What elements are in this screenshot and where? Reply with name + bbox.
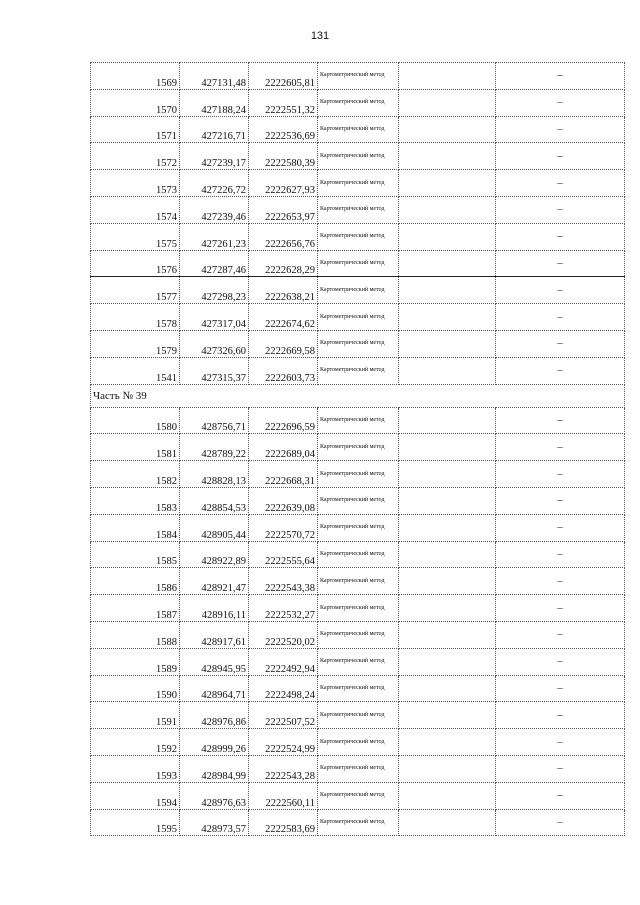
x-coordinate: 427315,37: [180, 357, 249, 384]
dash-cell: –: [496, 595, 625, 622]
empty-cell: [399, 621, 496, 648]
x-coordinate: 427317,04: [180, 304, 249, 331]
point-number: 1578: [91, 304, 180, 331]
empty-cell: [399, 568, 496, 595]
method-cell: Картометрический метод: [318, 330, 399, 357]
table-row: [91, 809, 625, 836]
table-row: [91, 116, 625, 143]
point-number: 1583: [91, 487, 180, 514]
y-coordinate: 2222696,59: [249, 407, 318, 434]
method-cell: Картометрический метод: [318, 357, 399, 384]
method-cell: Картометрический метод: [318, 541, 399, 568]
part-header-row: [91, 384, 625, 407]
point-number: 1581: [91, 434, 180, 461]
x-coordinate: 428905,44: [180, 514, 249, 541]
empty-cell: [399, 755, 496, 782]
point-number: 1571: [91, 116, 180, 143]
y-coordinate: 2222639,08: [249, 487, 318, 514]
x-coordinate: 427287,46: [180, 250, 249, 277]
y-coordinate: 2222583,69: [249, 809, 318, 836]
method-cell: Картометрический метод: [318, 782, 399, 809]
x-coordinate: 427188,24: [180, 89, 249, 116]
empty-cell: [399, 782, 496, 809]
dash-cell: –: [496, 675, 625, 702]
table-row: [91, 541, 625, 568]
y-coordinate: 2222628,29: [249, 250, 318, 277]
y-coordinate: 2222627,93: [249, 170, 318, 197]
dash-cell: –: [496, 143, 625, 170]
y-coordinate: 2222570,72: [249, 514, 318, 541]
table-row: [91, 89, 625, 116]
y-coordinate: 2222498,24: [249, 675, 318, 702]
empty-cell: [399, 63, 496, 90]
method-cell: Картометрический метод: [318, 755, 399, 782]
x-coordinate: 427216,71: [180, 116, 249, 143]
y-coordinate: 2222689,04: [249, 434, 318, 461]
point-number: 1589: [91, 648, 180, 675]
method-cell: Картометрический метод: [318, 621, 399, 648]
dash-cell: –: [496, 407, 625, 434]
y-coordinate: 2222653,97: [249, 196, 318, 223]
empty-cell: [399, 595, 496, 622]
x-coordinate: 428854,53: [180, 487, 249, 514]
y-coordinate: 2222492,94: [249, 648, 318, 675]
empty-cell: [399, 648, 496, 675]
empty-cell: [399, 541, 496, 568]
method-cell: Картометрический метод: [318, 223, 399, 250]
y-coordinate: 2222543,28: [249, 755, 318, 782]
method-cell: Картометрический метод: [318, 487, 399, 514]
x-coordinate: 428945,95: [180, 648, 249, 675]
dash-cell: –: [496, 782, 625, 809]
dash-cell: –: [496, 357, 625, 384]
dash-cell: –: [496, 648, 625, 675]
x-coordinate: 428756,71: [180, 407, 249, 434]
x-coordinate: 428916,11: [180, 595, 249, 622]
coordinates-table-body: [91, 63, 625, 836]
table-row: [91, 223, 625, 250]
y-coordinate: 2222580,39: [249, 143, 318, 170]
dash-cell: –: [496, 702, 625, 729]
x-coordinate: 427326,60: [180, 330, 249, 357]
table-row: [91, 63, 625, 90]
table-row: [91, 357, 625, 384]
point-number: 1595: [91, 809, 180, 836]
dash-cell: –: [496, 729, 625, 756]
point-number: 1575: [91, 223, 180, 250]
y-coordinate: 2222551,32: [249, 89, 318, 116]
dash-cell: –: [496, 755, 625, 782]
y-coordinate: 2222543,38: [249, 568, 318, 595]
x-coordinate: 427239,17: [180, 143, 249, 170]
point-number: 1587: [91, 595, 180, 622]
dash-cell: –: [496, 487, 625, 514]
table-row: [91, 621, 625, 648]
method-cell: Картометрический метод: [318, 143, 399, 170]
point-number: 1574: [91, 196, 180, 223]
point-number: 1584: [91, 514, 180, 541]
table-row: [91, 487, 625, 514]
empty-cell: [399, 250, 496, 277]
coordinates-table: [90, 62, 625, 836]
point-number: 1541: [91, 357, 180, 384]
dash-cell: –: [496, 277, 625, 304]
table-row: [91, 595, 625, 622]
point-number: 1579: [91, 330, 180, 357]
y-coordinate: 2222669,58: [249, 330, 318, 357]
y-coordinate: 2222638,21: [249, 277, 318, 304]
empty-cell: [399, 729, 496, 756]
y-coordinate: 2222520,02: [249, 621, 318, 648]
point-number: 1582: [91, 461, 180, 488]
point-number: 1585: [91, 541, 180, 568]
point-number: 1592: [91, 729, 180, 756]
part-label: Часть № 39: [91, 384, 625, 407]
table-row: [91, 729, 625, 756]
y-coordinate: 2222532,27: [249, 595, 318, 622]
method-cell: Картометрический метод: [318, 434, 399, 461]
method-cell: Картометрический метод: [318, 116, 399, 143]
x-coordinate: 428973,57: [180, 809, 249, 836]
x-coordinate: 428921,47: [180, 568, 249, 595]
empty-cell: [399, 407, 496, 434]
table-row: [91, 675, 625, 702]
empty-cell: [399, 809, 496, 836]
x-coordinate: 428984,99: [180, 755, 249, 782]
method-cell: Картометрический метод: [318, 595, 399, 622]
method-cell: Картометрический метод: [318, 407, 399, 434]
method-cell: Картометрический метод: [318, 170, 399, 197]
table-row: [91, 170, 625, 197]
x-coordinate: 428964,71: [180, 675, 249, 702]
empty-cell: [399, 223, 496, 250]
page-number: 131: [310, 30, 330, 42]
method-cell: Картометрический метод: [318, 196, 399, 223]
dash-cell: –: [496, 196, 625, 223]
method-cell: Картометрический метод: [318, 729, 399, 756]
point-number: 1590: [91, 675, 180, 702]
method-cell: Картометрический метод: [318, 63, 399, 90]
point-number: 1588: [91, 621, 180, 648]
dash-cell: –: [496, 434, 625, 461]
point-number: 1576: [91, 250, 180, 277]
x-coordinate: 428789,22: [180, 434, 249, 461]
point-number: 1569: [91, 63, 180, 90]
method-cell: Картометрический метод: [318, 809, 399, 836]
y-coordinate: 2222524,99: [249, 729, 318, 756]
method-cell: Картометрический метод: [318, 568, 399, 595]
point-number: 1586: [91, 568, 180, 595]
point-number: 1593: [91, 755, 180, 782]
empty-cell: [399, 170, 496, 197]
point-number: 1591: [91, 702, 180, 729]
y-coordinate: 2222674,62: [249, 304, 318, 331]
method-cell: Картометрический метод: [318, 277, 399, 304]
empty-cell: [399, 675, 496, 702]
x-coordinate: 428976,63: [180, 782, 249, 809]
x-coordinate: 427261,23: [180, 223, 249, 250]
y-coordinate: 2222656,76: [249, 223, 318, 250]
dash-cell: –: [496, 223, 625, 250]
point-number: 1573: [91, 170, 180, 197]
y-coordinate: 2222603,73: [249, 357, 318, 384]
point-number: 1570: [91, 89, 180, 116]
empty-cell: [399, 330, 496, 357]
dash-cell: –: [496, 116, 625, 143]
empty-cell: [399, 357, 496, 384]
x-coordinate: 427131,48: [180, 63, 249, 90]
empty-cell: [399, 514, 496, 541]
y-coordinate: 2222536,69: [249, 116, 318, 143]
dash-cell: –: [496, 304, 625, 331]
method-cell: Картометрический метод: [318, 648, 399, 675]
dash-cell: –: [496, 330, 625, 357]
point-number: 1580: [91, 407, 180, 434]
table-row: [91, 568, 625, 595]
table-row: [91, 755, 625, 782]
dash-cell: –: [496, 170, 625, 197]
x-coordinate: 427239,46: [180, 196, 249, 223]
table-row: [91, 514, 625, 541]
x-coordinate: 428917,61: [180, 621, 249, 648]
empty-cell: [399, 143, 496, 170]
table-row: [91, 250, 625, 277]
dash-cell: –: [496, 514, 625, 541]
x-coordinate: 428999,26: [180, 729, 249, 756]
empty-cell: [399, 116, 496, 143]
y-coordinate: 2222555,64: [249, 541, 318, 568]
dash-cell: –: [496, 250, 625, 277]
table-row: [91, 277, 625, 304]
y-coordinate: 2222605,81: [249, 63, 318, 90]
empty-cell: [399, 196, 496, 223]
x-coordinate: 428976,86: [180, 702, 249, 729]
table-row: [91, 782, 625, 809]
x-coordinate: 427298,23: [180, 277, 249, 304]
y-coordinate: 2222560,11: [249, 782, 318, 809]
table-row: [91, 434, 625, 461]
point-number: 1577: [91, 277, 180, 304]
method-cell: Картометрический метод: [318, 304, 399, 331]
table-row: [91, 648, 625, 675]
dash-cell: –: [496, 63, 625, 90]
x-coordinate: 427226,72: [180, 170, 249, 197]
point-number: 1572: [91, 143, 180, 170]
x-coordinate: 428922,89: [180, 541, 249, 568]
point-number: 1594: [91, 782, 180, 809]
method-cell: Картометрический метод: [318, 250, 399, 277]
dash-cell: –: [496, 89, 625, 116]
table-row: [91, 304, 625, 331]
empty-cell: [399, 89, 496, 116]
method-cell: Картометрический метод: [318, 461, 399, 488]
dash-cell: –: [496, 568, 625, 595]
method-cell: Картометрический метод: [318, 89, 399, 116]
table-row: [91, 702, 625, 729]
y-coordinate: 2222668,31: [249, 461, 318, 488]
dash-cell: –: [496, 621, 625, 648]
table-row: [91, 196, 625, 223]
table-row: [91, 461, 625, 488]
empty-cell: [399, 702, 496, 729]
y-coordinate: 2222507,52: [249, 702, 318, 729]
method-cell: Картометрический метод: [318, 702, 399, 729]
empty-cell: [399, 487, 496, 514]
table-row: [91, 330, 625, 357]
dash-cell: –: [496, 541, 625, 568]
dash-cell: –: [496, 461, 625, 488]
table-row: [91, 407, 625, 434]
dash-cell: –: [496, 809, 625, 836]
empty-cell: [399, 277, 496, 304]
empty-cell: [399, 434, 496, 461]
method-cell: Картометрический метод: [318, 675, 399, 702]
x-coordinate: 428828,13: [180, 461, 249, 488]
empty-cell: [399, 461, 496, 488]
table-row: [91, 143, 625, 170]
method-cell: Картометрический метод: [318, 514, 399, 541]
empty-cell: [399, 304, 496, 331]
